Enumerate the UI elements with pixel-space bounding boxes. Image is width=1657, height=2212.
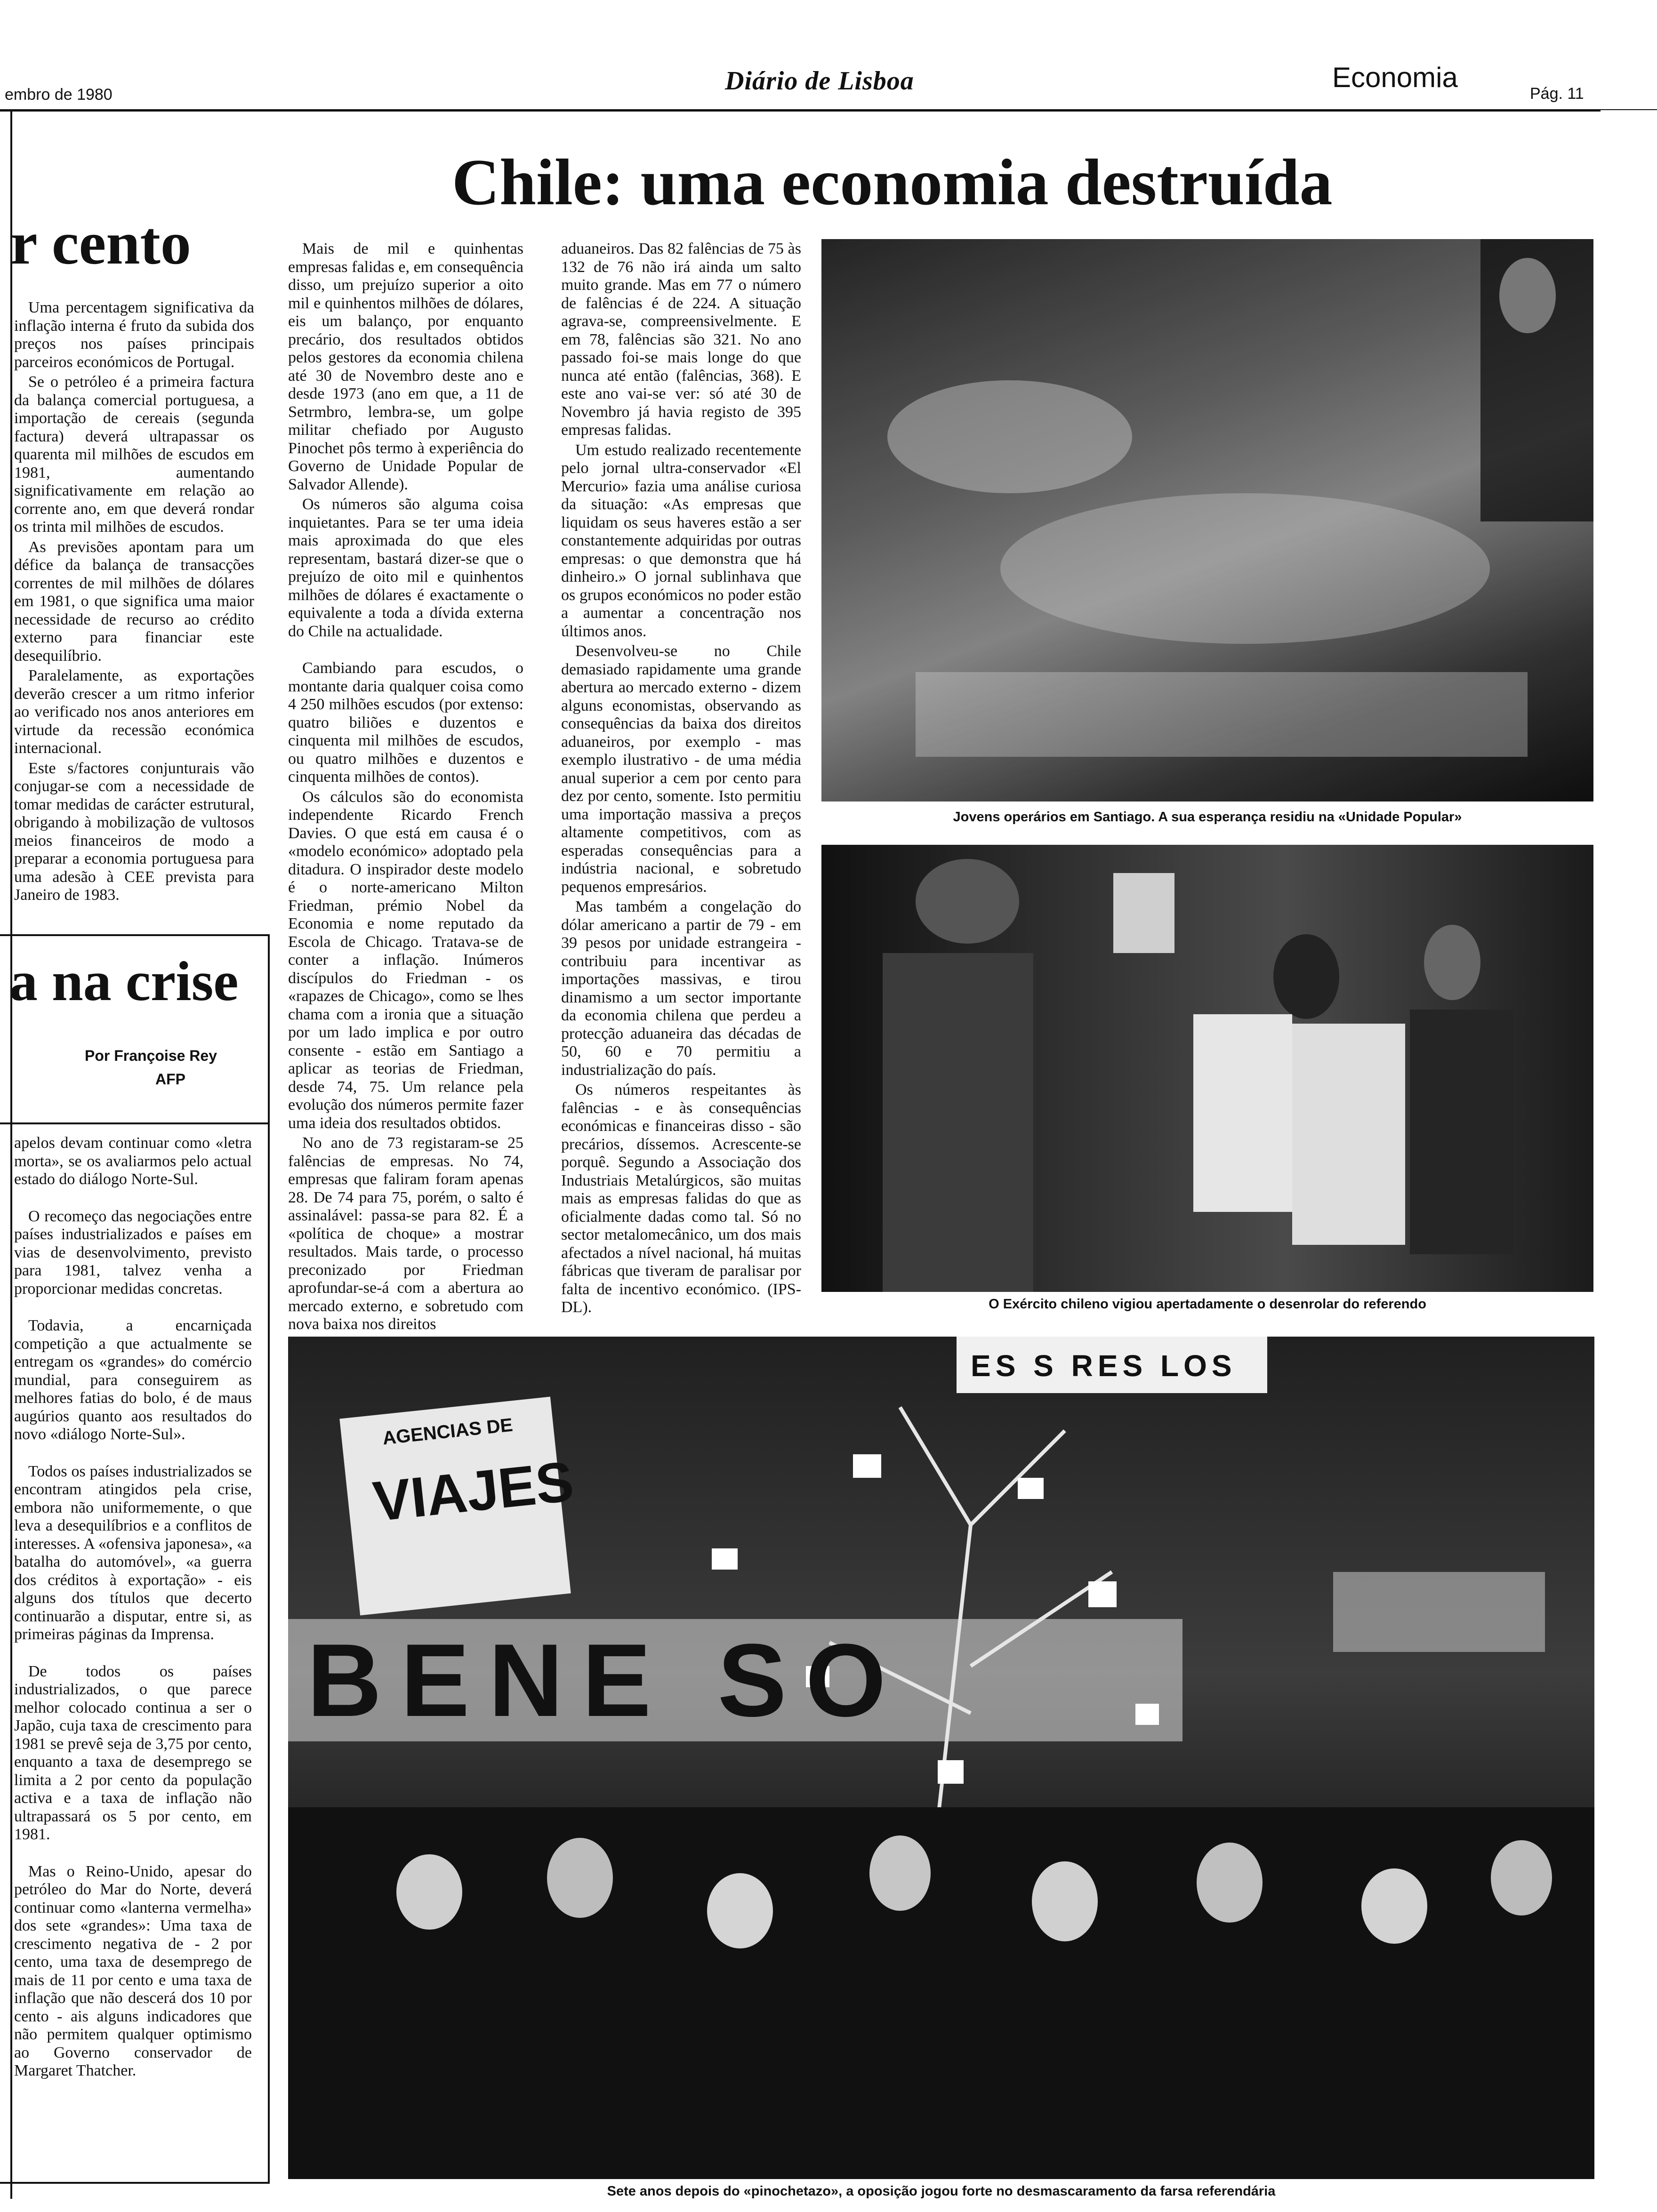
section-label: Economia bbox=[1332, 62, 1458, 93]
paragraph: Uma percentagem significativa da inflação interna é fruto da subida dos preços nos países principais parceiros económicos de Portugal. bbox=[14, 299, 254, 371]
byline-rule bbox=[0, 1122, 270, 1124]
paragraph: aduaneiros. Das 82 falências de 75 às 132 de 76 não irá ainda um salto muito grande. Mas em 77 o número de falências é de 224. A situação agrava-se, compreensivelmente. E em 78, falências são 321. No ano passado foi-se mais longe do que nunca até então (falências, 368). E este ano vai-se ver: só até 30 de Novembro já havia registo de 395 empresas falidas. bbox=[561, 240, 801, 439]
paragraph: Se o petróleo é a primeira factura da balança comercial portuguesa, a importação de cereais (segunda factura) deverá ultrapassar os quarenta mil milhões de escudos em 1981, aumentando significativamente em relação ao corrente ano, em que deverá rondar os trinta mil milhões de escudos. bbox=[14, 373, 254, 536]
photo-2-shapes bbox=[821, 845, 1593, 1292]
photo-3-sign-viajes: VIAJES bbox=[370, 1450, 577, 1533]
photo-army-referendum bbox=[821, 845, 1593, 1292]
photo-3-sign-large: BENE SO bbox=[307, 1622, 905, 1738]
paragraph: Este s/factores conjunturais vão conjugar-se com a necessidade de tomar medidas de carácter estrutural, obrigando à mobilização de vultosos meios financeiros de modo a preparar a economia portuguesa para uma adesão à CEE prevista para Janeiro de 1983. bbox=[14, 759, 254, 904]
byline-agency: AFP bbox=[155, 1071, 185, 1088]
masthead: Diário de Lisboa bbox=[725, 66, 914, 96]
page-header bbox=[0, 61, 1657, 113]
photo-3-sign-top: ES S RES LOS bbox=[971, 1349, 1237, 1383]
paragraph: Um estudo realizado recentemente pelo jornal ultra-conservador «El Mercurio» fazia uma análise curiosa da situação: «As empresas que liquidam os seus haveres estão a ser constantemente adquiridas por outras empresas: o que demonstra que há dinheiro.» O jornal sublinhava que os grupos económicos no poder estão a aumentar a concentração nos últimos anos. bbox=[561, 441, 801, 640]
main-article-col-2 bbox=[561, 240, 801, 1317]
photo-3-caption: Sete anos depois do «pinochetazo», a oposição jogou forte no desmascaramento da farsa referendária bbox=[607, 2184, 1276, 2199]
paragraph: De todos os países industrializados, o que parece melhor colocado continua a ser o Japão, cuja taxa de crescimento para 1981 se prevê seja de 3,75 por cento, enquanto a taxa de desemprego se limita a 2 por cento da população activa e a taxa de inflação não ultrapassará os 5 por cento, em 1981. bbox=[14, 1662, 252, 1843]
left-article-2-body bbox=[14, 1134, 252, 2080]
photo-2-caption: O Exército chileno vigiou apertadamente o desenrolar do referendo bbox=[989, 1297, 1426, 1312]
photo-3-sign-agency: AGENCIAS DE bbox=[381, 1414, 514, 1449]
paragraph: Os cálculos são do economista independente Ricardo French Davies. O que está em causa é o «modelo económico» adoptado pela ditadura. O inspirador deste modelo é o norte-americano Milton Friedman, prémio Nobel da Economia e nome reputado da Escola de Chicago. Tratava-se de conter a inflação. Inúmeros discípulos do Friedman - os «rapazes de Chicago», como se lhes chama com a ironia que a situação por um lado implica e por outro consente - estão em Santiago a aplicar as teorias de Friedman, desde 74, 75. Um relance pela evolução dos números permite fazer uma ideia dos resultados obtidos. bbox=[288, 788, 523, 1132]
photo-1-shapes bbox=[821, 239, 1593, 801]
paragraph: Desenvolveu-se no Chile demasiado rapidamente uma grande abertura ao mercado externo - dizem alguns economistas, observando as consequências da baixa dos direitos aduaneiros, por exemplo - mas exemplo ilustrativo - de uma média anual superior a cem por cento para dez por cento, somente. Isto permitiu uma importação massiva a preços altamente competitivos, com as esperadas consequências para a indústria nacional, e sobretudo pequenos empresários. bbox=[561, 642, 801, 896]
paragraph: As previsões apontam para um défice da balança de transacções correntes de mil milhões de dólares em 1981, o que significa uma maior necessidade de recurso ao crédito externo para financiar este desequilíbrio. bbox=[14, 538, 254, 665]
left-article-1-body bbox=[14, 299, 254, 905]
photo-1-caption: Jovens operários em Santiago. A sua esperança residiu na «Unidade Popular» bbox=[953, 809, 1462, 825]
byline: Por Françoise Rey bbox=[85, 1047, 217, 1064]
paragraph: No ano de 73 registaram-se 25 falências de empresas. No 74, empresas que faliram foram apenas 28. De 74 para 75, porém, o salto é assinalável: passa-se para 82. É a «política de choque» a mostrar resultados. Mais tarde, o processo preconizado por Friedman aprofundar-se-á com a abertura ao mercado externo, e sobretudo com nova baixa nos direitos bbox=[288, 1134, 523, 1333]
paragraph: Mais de mil e quinhentas empresas falidas e, em consequência disso, um prejuízo superior a oito mil e quinhentos milhões de dólares, eis um balanço, por enquanto precário, dos resultados obtidos pelos gestores da economia chilena até 30 de Novembro deste ano e desde 1973 (ano em que, a 11 de Setrmbro, lembra-se, um golpe militar chefiado por Augusto Pinochet pôs termo à experiência do Governo de Unidade Popular de Salvador Allende). bbox=[288, 240, 523, 493]
paragraph: Cambiando para escudos, o montante daria qualquer coisa como 4 250 milhões escudos (por extenso: quatro biliões e duzentos e cinquenta mil milhões de escudos, ou quatro milhões e duzentos e cinquenta milhões de contos). bbox=[288, 659, 523, 785]
header-rule bbox=[0, 109, 1601, 112]
photo-opposition-crowd bbox=[288, 1337, 1594, 2179]
paragraph: Todavia, a encarniçada competição a que actualmente se entregam os «grandes» do comércio mundial, para conseguirem as melhores fatias do bolo, é de maus augúrios quanto aos resultados do novo «diálogo Norte-Sul». bbox=[14, 1317, 252, 1443]
paragraph: Paralelamente, as exportações deverão crescer a um ritmo inferior ao verificado nos anos anteriores em virtude da recessão económica internacional. bbox=[14, 667, 254, 757]
paragraph: Todos os países industrializados se encontram atingidos pela crise, embora não uniformemente, o que leva a desequilíbrios e a conflitos de interesses. A «ofensiva japonesa», «a batalha do automóvel», «a guerra dos créditos à exportação» - eis alguns dos títulos que decerto continuarão a disputar, entre si, as primeiras páginas da Imprensa. bbox=[14, 1462, 252, 1643]
date-line: embro de 1980 bbox=[5, 86, 113, 104]
paragraph: Mas também a congelação do dólar americano a partir de 79 - em 39 pesos por unidade estrangeira - contribuiu para incentivar as importações massivas, e tirou dinamismo a um sector importante da economia chilena que perdeu a protecção aduaneira das décadas de 50, 60 e 70 permitiu a industrialização do país. bbox=[561, 898, 801, 1079]
paragraph: Os números respeitantes às falências - e às consequências económicas e financeiras disso - são precários, díssemos. Acrescente-se porquê. Segundo a Associação dos Industriais Metalúrgicos, são muitas mais as empresas falidas do que as oficialmente dadas como tal. Só no sector metalomecânico, um dos mais afectados a nível nacional, há muitas fábricas que tiveram de paralisar por falta de incentivo económico. (IPS-DL). bbox=[561, 1081, 801, 1316]
header-rule-right bbox=[1601, 109, 1657, 110]
left-headline-1: r cento bbox=[10, 209, 191, 277]
paragraph: Mas o Reino-Unido, apesar do petróleo do Mar do Norte, deverá continuar como «lanterna vermelha» dos sete «grandes»: Uma taxa de crescimento negativa de - 2 por cento, uma taxa de desemprego de mais de 11 por cento e uma taxa de inflação que não descerá dos 10 por cento - ais alguns indicadores que não permitem qualquer optimismo ao Governo conservador de Margaret Thatcher. bbox=[14, 1862, 252, 2079]
left-headline-2: a na crise bbox=[9, 950, 239, 1012]
paragraph: O recomeço das negociações entre países industrializados e países em vias de desenvolvimento, previsto para 1981, talvez venha a proporcionar medidas concretas. bbox=[14, 1207, 252, 1298]
photo-workers-santiago bbox=[821, 239, 1593, 801]
main-headline: Chile: uma economia destruída bbox=[452, 146, 1333, 219]
paragraph: Os números são alguma coisa inquietantes. Para se ter uma ideia mais aproximada do que eles representam, bastará dizer-se que o prejuízo de oito mil e quinhentos milhões de dólares é exactamente o equivalente a toda a dívida externa do Chile na actualidade. bbox=[288, 496, 523, 640]
main-article-col-1 bbox=[288, 240, 523, 1334]
paragraph: apelos devam continuar como «letra morta», se os avaliarmos pelo actual estado do diálogo Norte-Sul. bbox=[14, 1134, 252, 1188]
page-number: Pág. 11 bbox=[1530, 85, 1584, 103]
